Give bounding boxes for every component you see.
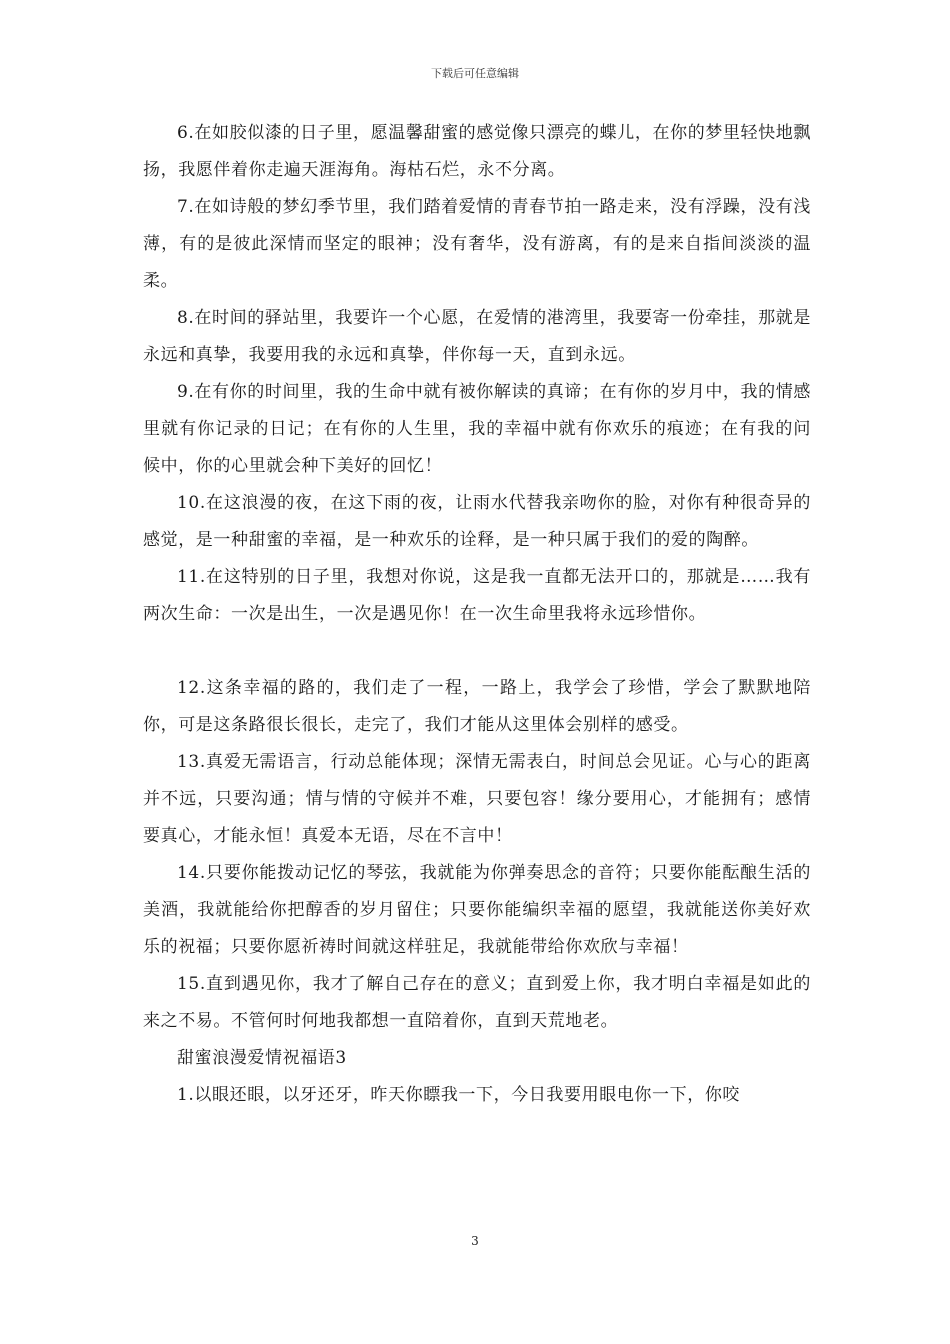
page-number: 3 (471, 1234, 479, 1248)
paragraph-9: 9.在有你的时间里，我的生命中就有被你解读的真谛；在有你的岁月中，我的情感里就有你记录的日记；在有你的人生里，我的幸福中就有你欢乐的痕迹；在有我的问候中，你的心里就会种下美好的回忆！ (143, 382, 811, 476)
paragraph-8: 8.在时间的驿站里，我要许一个心愿，在爱情的港湾里，我要寄一份牵挂，那就是永远和真挚，我要用我的永远和真挚，伴你每一天，直到永远。 (143, 308, 811, 365)
paragraph-7: 7.在如诗般的梦幻季节里，我们踏着爱情的青春节拍一路走来，没有浮躁，没有浅薄，有的是彼此深情而坚定的眼神；没有奢华，没有游离，有的是来自指间淡淡的温柔。 (143, 197, 811, 291)
document-body (143, 115, 811, 1114)
section-heading: 甜蜜浪漫爱情祝福语3 (177, 1048, 347, 1068)
paragraph-6: 6.在如胶似漆的日子里，愿温馨甜蜜的感觉像只漂亮的蝶儿，在你的梦里轻快地飘扬，我愿伴着你走遍天涯海角。海枯石烂，永不分离。 (143, 123, 811, 180)
paragraph-12: 12.这条幸福的路的，我们走了一程，一路上，我学会了珍惜，学会了默默地陪你，可是这条路很长很长，走完了，我们才能从这里体会别样的感受。 (143, 678, 811, 735)
blank-line (143, 633, 811, 670)
paragraph-11: 11.在这特别的日子里，我想对你说，这是我一直都无法开口的，那就是……我有两次生命：一次是出生，一次是遇见你！在一次生命里我将永远珍惜你。 (143, 567, 811, 624)
page-header: 下载后可任意编辑 (431, 67, 519, 80)
paragraph-14: 14.只要你能拨动记忆的琴弦，我就能为你弹奏思念的音符；只要你能酝酿生活的美酒，我就能给你把醇香的岁月留住；只要你能编织幸福的愿望，我就能送你美好欢乐的祝福；只要你愿祈祷时间就这样驻足，我就能带给你欢欣与幸福！ (143, 863, 811, 957)
paragraph-1: 1.以眼还眼，以牙还牙，昨天你瞟我一下，今日我要用眼电你一下，你咬 (177, 1085, 741, 1105)
paragraph-13: 13.真爱无需语言，行动总能体现；深情无需表白，时间总会见证。心与心的距离并不远，只要沟通；情与情的守候并不难，只要包容！缘分要用心，才能拥有；感情要真心，才能永恒！真爱本无语，尽在不言中！ (143, 752, 811, 846)
paragraph-10: 10.在这浪漫的夜，在这下雨的夜，让雨水代替我亲吻你的脸，对你有种很奇异的感觉，是一种甜蜜的幸福，是一种欢乐的诠释，是一种只属于我们的爱的陶醉。 (143, 493, 811, 550)
paragraph-15: 15.直到遇见你，我才了解自己存在的意义；直到爱上你，我才明白幸福是如此的来之不易。不管何时何地我都想一直陪着你，直到天荒地老。 (143, 974, 811, 1031)
